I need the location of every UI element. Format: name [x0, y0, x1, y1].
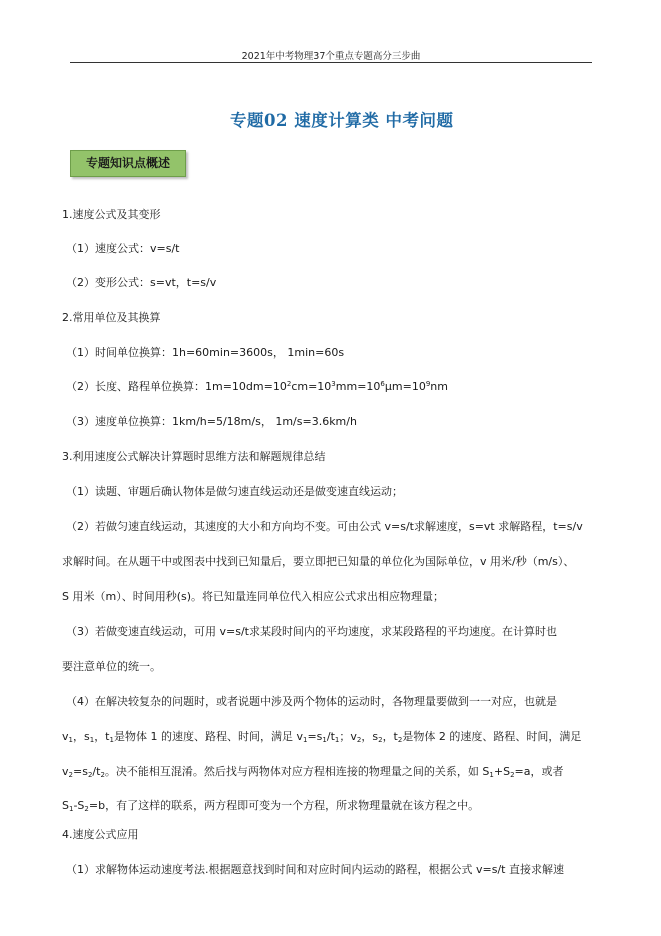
subscript: 2: [68, 771, 73, 779]
text-fragment: =b，有了这样的联系，两方程即可变为一个方程，所求物理量就在该方程之中。: [88, 799, 480, 812]
exponent: 2: [286, 380, 292, 388]
speed-unit-line: （3）速度单位换算：1km/h=5/18m/s， 1m/s=3.6km/h: [66, 415, 357, 428]
method-step-4-cont: [62, 763, 597, 779]
subscript: 2: [87, 771, 93, 779]
text-fragment: v: [62, 765, 69, 778]
page-header: 2021年中考物理37个重点专题高分三步曲: [241, 51, 421, 62]
subscript: 1: [89, 736, 95, 744]
subscript: 1: [302, 736, 308, 744]
text-fragment: cm=10: [291, 380, 332, 393]
method-step-3: （3）若做变速直线运动，可用 v=s/t求某段时间内的平均速度，求某段路程的平均速度。在计算时也: [66, 625, 557, 638]
formula-line: （1）速度公式：v=s/t: [66, 242, 180, 255]
heading-units: 2.常用单位及其换算: [62, 311, 161, 324]
text-fragment: （2）长度、路程单位换算：1m=10dm=10: [66, 380, 287, 393]
subscript: 1: [489, 771, 494, 779]
text-fragment: -S: [73, 799, 85, 812]
subscript: 1: [109, 736, 114, 744]
method-step-2: （2）若做匀速直线运动，其速度的大小和方向均不变。可由公式 v=s/t求解速度，s=vt 求解路程，t=s/v: [66, 520, 583, 533]
length-unit-line: [66, 378, 601, 394]
subscript: 1: [68, 736, 73, 744]
exponent: 9: [425, 380, 431, 388]
subscript: 2: [356, 736, 362, 744]
text-fragment: μm=10: [384, 380, 426, 393]
method-step-2-cont: 求解时间。在从题干中或图表中找到已知量后，要立即把已知量的单位化为国际单位，v 用米/秒（m/s）、: [62, 555, 575, 568]
text-fragment: /t: [92, 765, 101, 778]
subscript: 2: [100, 771, 105, 779]
text-fragment: mm=10: [335, 380, 381, 393]
header-rule: [70, 62, 592, 63]
time-unit-line: （1）时间单位换算：1h=60min=3600s， 1min=60s: [66, 346, 345, 359]
text-fragment: =a，或者: [514, 765, 564, 778]
text-fragment: ，t: [382, 730, 398, 743]
text-fragment: v: [62, 730, 69, 743]
subscript: 2: [84, 805, 89, 813]
heading-speed-formula: 1.速度公式及其变形: [62, 208, 161, 221]
application-line: （1）求解物体运动速度考法.根据题意找到时间和对应时间内运动的路程，根据公式 v=s/t 直接求解速: [66, 863, 564, 876]
text-fragment: =s: [72, 765, 88, 778]
subscript: 1: [334, 736, 340, 744]
document-title: 专题02 速度计算类 中考问题: [230, 111, 454, 130]
text-fragment: 是物体 2 的速度、路程、时间，满足: [402, 730, 582, 743]
text-fragment: ，s: [72, 730, 90, 743]
formula-variant-line: （2）变形公式：s=vt，t=s/v: [66, 276, 217, 289]
text-fragment: nm: [430, 380, 448, 393]
text-fragment: =s: [307, 730, 323, 743]
method-step-3-cont: 要注意单位的统一。: [62, 660, 161, 673]
heading-method: 3.利用速度公式解决计算题时思维方法和解题规律总结: [62, 450, 326, 463]
subscript: 1: [68, 805, 74, 813]
method-step-2-cont: S 用米（m）、时间用秒(s)。将已知量连同单位代入相应公式求出相应物理量；: [62, 590, 445, 603]
method-step-4-cont: [62, 728, 597, 744]
text-fragment: ，t: [94, 730, 110, 743]
text-fragment: 是物体 1 的速度、路程、时间，满足 v: [113, 730, 303, 743]
method-step-1: （1）读题、审题后确认物体是做匀速直线运动还是做变速直线运动；: [66, 485, 403, 498]
text-fragment: ，s: [361, 730, 379, 743]
subscript: 2: [397, 736, 403, 744]
method-step-4-cont: [62, 797, 597, 813]
subscript: 2: [378, 736, 383, 744]
exponent: 3: [331, 380, 336, 388]
subscript: 2: [510, 771, 515, 779]
heading-application: 4.速度公式应用: [62, 828, 139, 841]
subscript: 1: [322, 736, 327, 744]
text-fragment: /t: [326, 730, 335, 743]
text-fragment: ；v: [339, 730, 357, 743]
text-fragment: +S: [493, 765, 511, 778]
exponent: 6: [380, 380, 385, 388]
text-fragment: 。决不能相互混淆。然后找与两物体对应方程相连接的物理量之间的关系，如 S: [104, 765, 490, 778]
text-fragment: S: [62, 799, 69, 812]
method-step-4: （4）在解决较复杂的问题时，或者说题中涉及两个物体的运动时，各物理量要做到一一对应，也就是: [66, 695, 557, 708]
section-badge: 专题知识点概述: [70, 150, 186, 177]
